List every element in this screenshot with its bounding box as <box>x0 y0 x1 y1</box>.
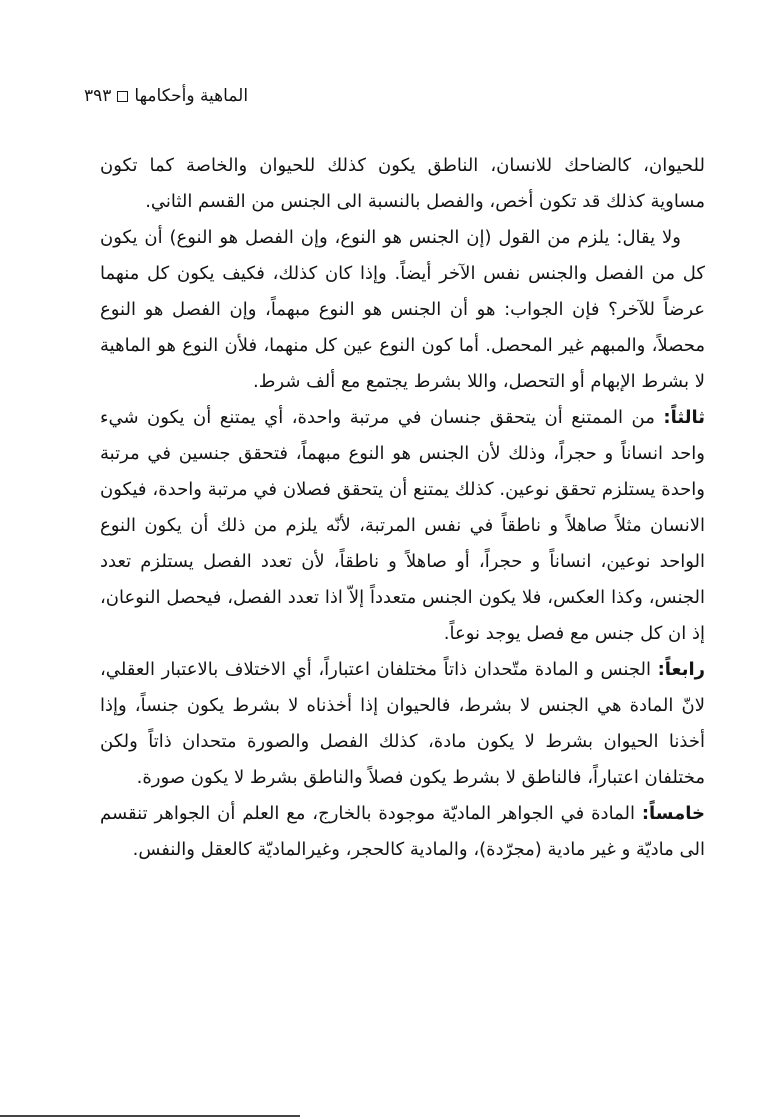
chapter-title: الماهية وأحكامها <box>134 86 249 106</box>
scan-edge-rule <box>0 1115 300 1117</box>
paragraph-third-point <box>100 400 705 652</box>
point-heading: خامساً: <box>641 803 705 824</box>
point-heading: ثالثاً: <box>663 407 705 428</box>
paragraph-continuation <box>100 148 705 220</box>
paragraph-text: للحيوان، كالضاحك للانسان، الناطق يكون كذلك للحيوان والخاصة كما تكون مساوية كذلك قد تكون أخص، والفصل بالنسبة الى الجنس من القسم الثاني. <box>100 155 705 212</box>
body-text <box>100 148 705 868</box>
paragraph-objection <box>100 220 705 400</box>
paragraph-text: ولا يقال: يلزم من القول (إن الجنس هو النوع، وإن الفصل هو النوع) أن يكون كل من الفصل والجنس نفس الآخر أيضاً. وإذا كان كذلك، فكيف يكون كل منهما عرضاً للآخر؟ فإن الجواب: هو أن الجنس هو النوع مبهماً، وإن الفصل هو النوع محصلاً، والمبهم غير المحصل. أما كون النوع عين كل منهما، فلأن النوع هو الماهية لا بشرط الإبهام أو التحصل، واللا بشرط يجتمع مع ألف شرط. <box>100 227 705 392</box>
paragraph-fourth-point <box>100 652 705 796</box>
paragraph-fifth-point <box>100 796 705 868</box>
point-heading: رابعاً: <box>657 659 705 680</box>
page-number: ٣٩٣ <box>84 86 112 106</box>
paragraph-text: الجنس و المادة متّحدان ذاتاً مختلفان اعتباراً، أي الاختلاف بالاعتبار العقلي، لانّ المادة هي الجنس لا بشرط، فالحيوان إذا أخذناه لا بشرط يكون جنساً، وإذا أخذنا الحيوان بشرط لا يكون مادة، كذلك الفصل والصورة متحدان ذاتاً ولكن مختلفان اعتباراً، فالناطق لا بشرط يكون فصلاً والناطق بشرط لا يكون صورة. <box>100 659 705 788</box>
running-header <box>84 84 344 108</box>
paragraph-text: من الممتنع أن يتحقق جنسان في مرتبة واحدة، أي يمتنع أن يكون شيء واحد انساناً و حجراً، وذلك لأن الجنس هو النوع مبهماً، فتحقق جنسين في مرتبة واحدة يستلزم تحقق نوعين. كذلك يمتنع أن يتحقق فصلان في مرتبة واحدة، فيكون الانسان مثلاً صاهلاً و ناطقاً في نفس المرتبة، لأنّه يلزم من ذلك أن يكون النوع الواحد نوعين، انساناً و حجراً، أو صاهلاً و ناطقاً، لأن تعدد الفصل يستلزم تعدد الجنس، وكذا العكس، فلا يكون الجنس متعدداً إلاّ اذا تعدد الفصل، فيحصل النوعان، إذ ان كل جنس مع فصل يوجد نوعاً. <box>100 407 705 644</box>
paragraph-text: المادة في الجواهر الماديّة موجودة بالخارج، مع العلم أن الجواهر تنقسم الى ماديّة و غير مادية (مجرّدة)، والمادية كالحجر، وغيرالماديّة كالعقل والنفس. <box>100 803 705 860</box>
separator-square-icon <box>117 91 128 102</box>
